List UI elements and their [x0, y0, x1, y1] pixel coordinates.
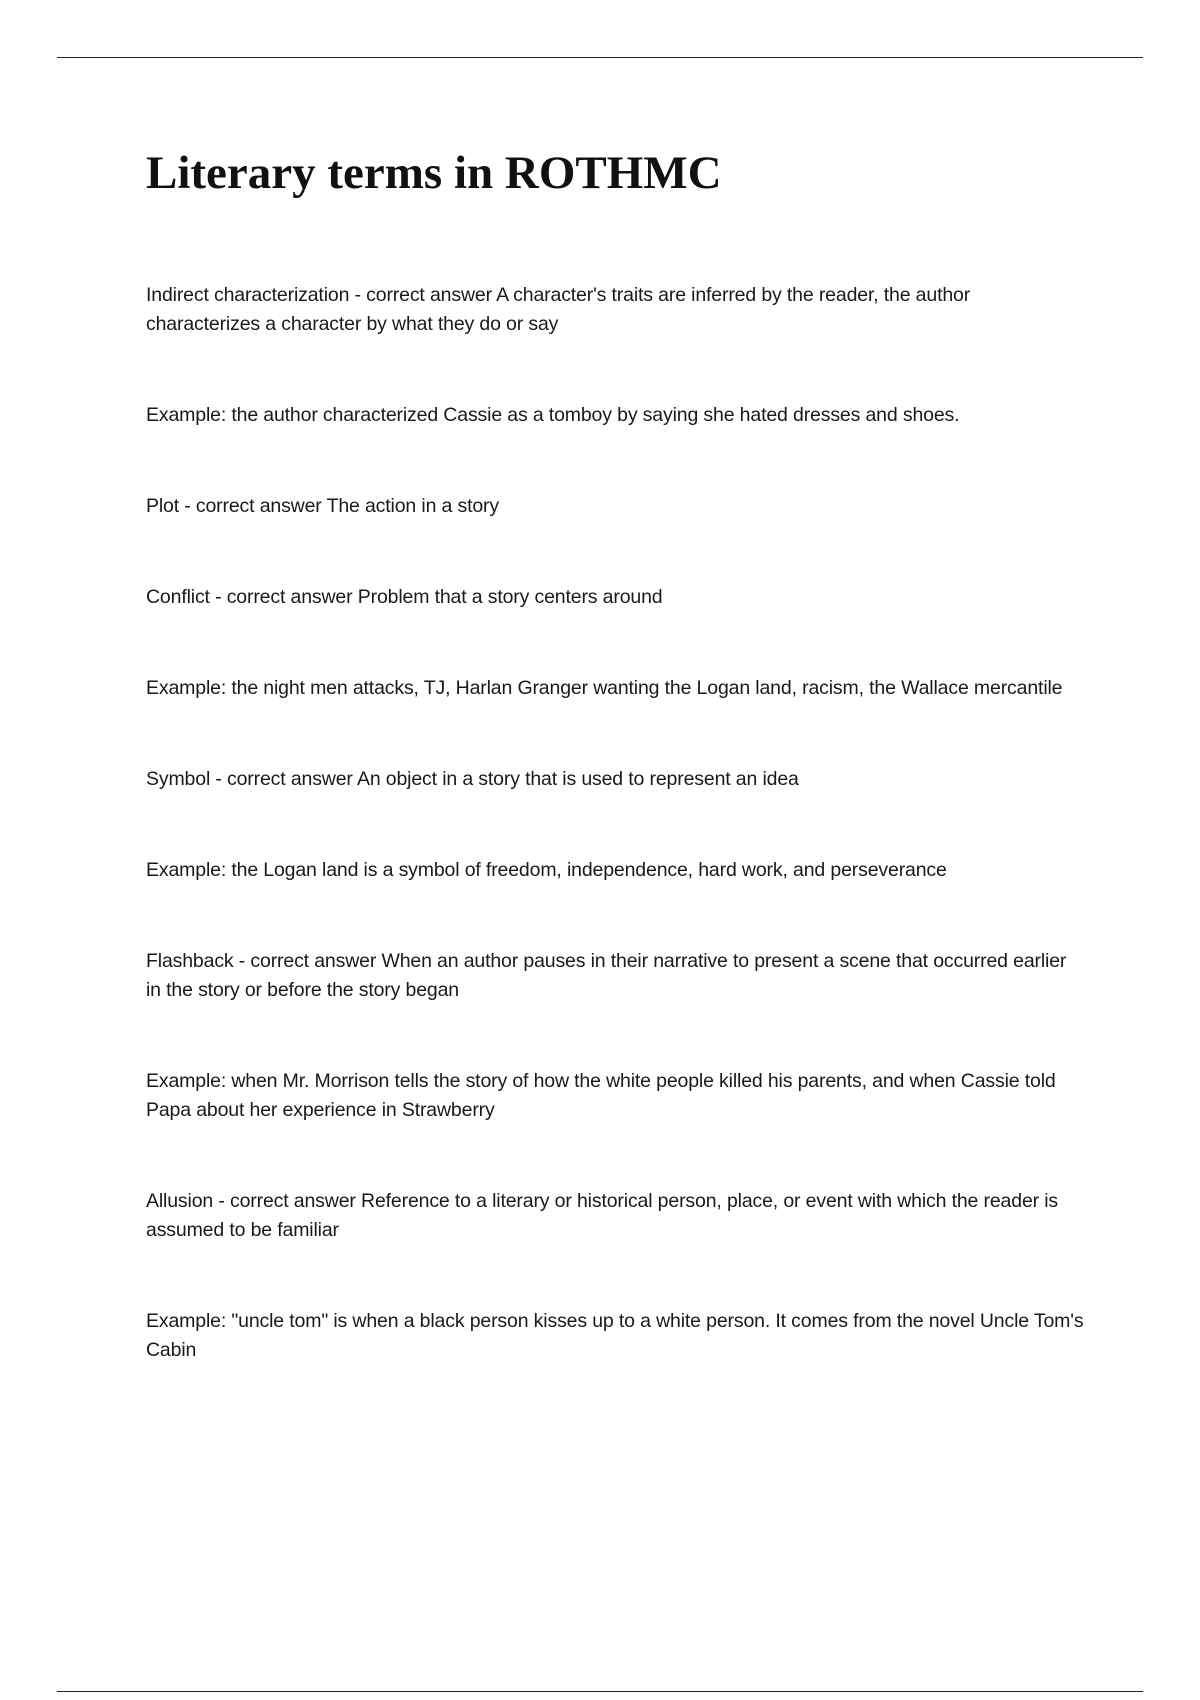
term-plot: Plot - correct answer The action in a story — [146, 495, 500, 517]
term-allusion: Allusion - correct answer Reference to a literary or historical person, place, or event with which the reader is assumed to be familiar — [146, 1190, 1059, 1241]
document-body — [146, 138, 1086, 1427]
top-rule — [57, 57, 1143, 58]
example-conflict: Example: the night men attacks, TJ, Harlan Granger wanting the Logan land, racism, the Wallace mercantile — [146, 677, 1063, 699]
document-title: Literary terms in ROTHMC — [146, 147, 722, 199]
term-conflict: Conflict - correct answer Problem that a story centers around — [146, 586, 663, 608]
example-allusion: Example: "uncle tom" is when a black person kisses up to a white person. It comes from the novel Uncle Tom's Cabin — [146, 1310, 1084, 1361]
example-symbol: Example: the Logan land is a symbol of freedom, independence, hard work, and perseverance — [146, 859, 947, 881]
example-flashback: Example: when Mr. Morrison tells the story of how the white people killed his parents, and when Cassie told Papa about her experience in Strawberry — [146, 1070, 1056, 1121]
example-indirect-characterization: Example: the author characterized Cassie as a tomboy by saying she hated dresses and shoes. — [146, 404, 960, 426]
term-flashback: Flashback - correct answer When an author pauses in their narrative to present a scene that occurred earlier in the story or before the story began — [146, 950, 1067, 1001]
bottom-rule — [57, 1691, 1143, 1692]
term-symbol: Symbol - correct answer An object in a story that is used to represent an idea — [146, 768, 799, 790]
term-list — [146, 281, 1086, 1365]
term-indirect-characterization: Indirect characterization - correct answer A character's traits are inferred by the reader, the author characterizes a character by what they do or say — [146, 284, 971, 335]
